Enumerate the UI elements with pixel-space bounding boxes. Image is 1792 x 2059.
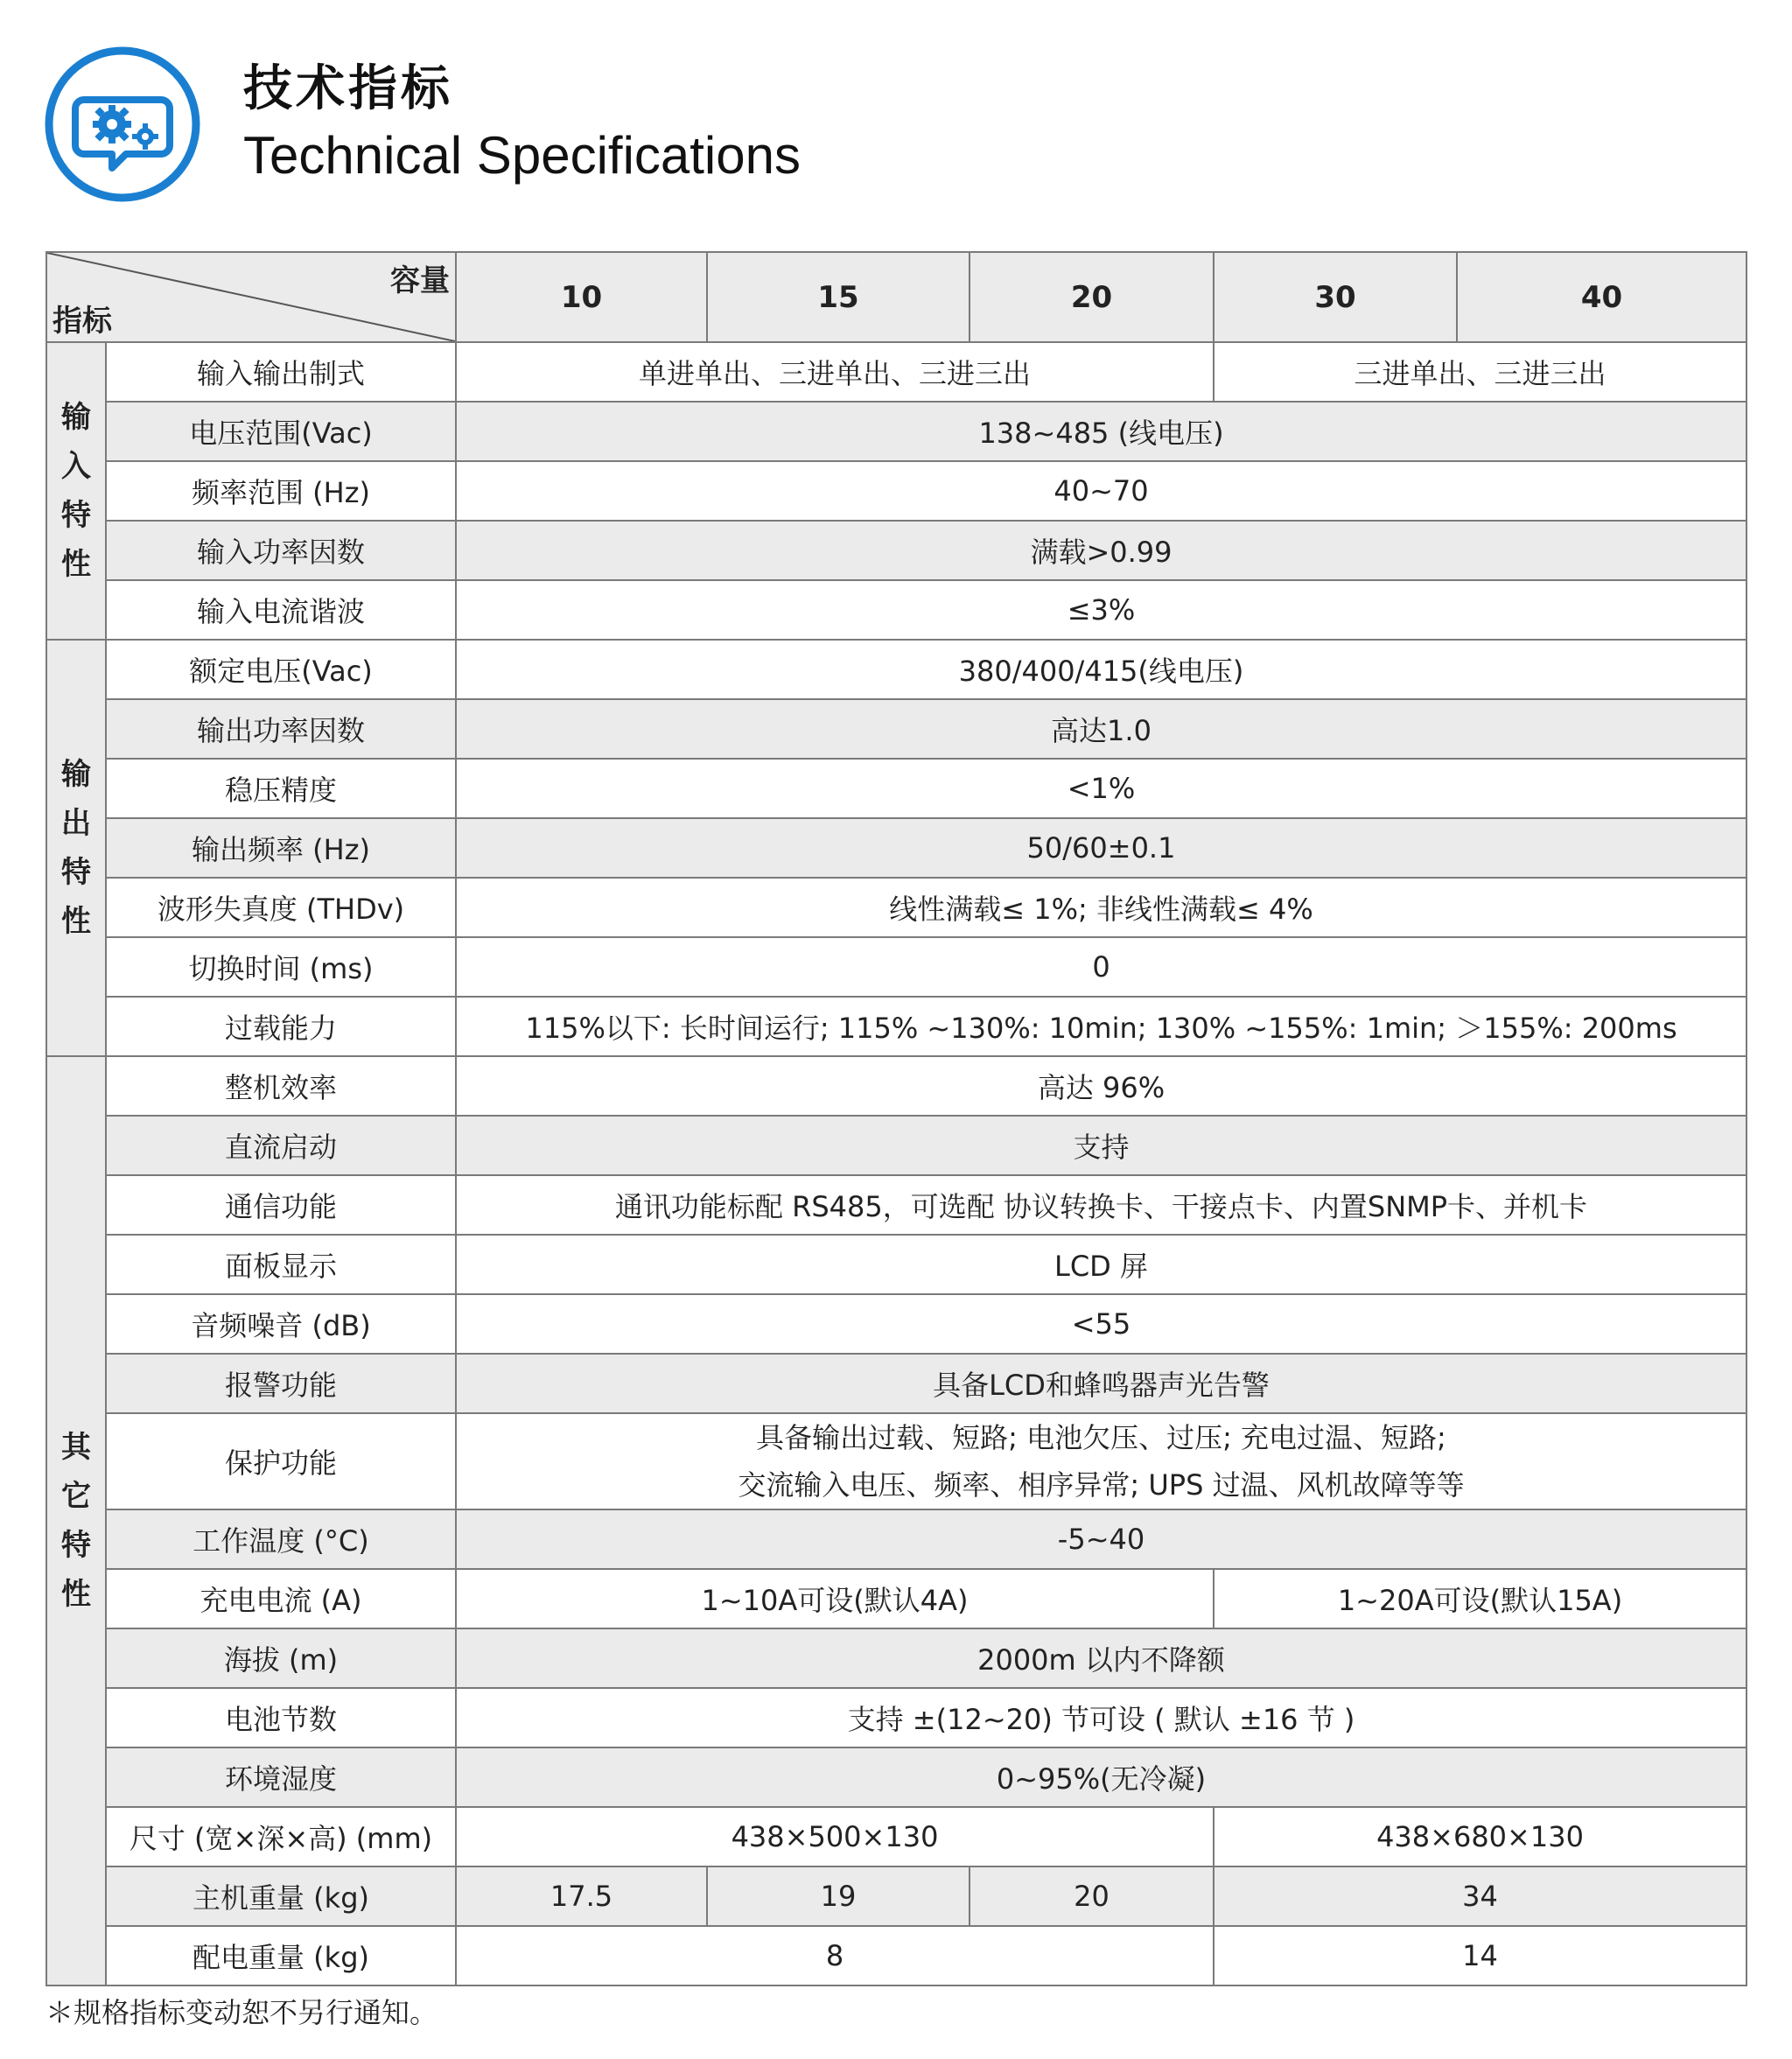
row-label: 报警功能 [106, 1354, 456, 1413]
row-label: 额定电压(Vac) [106, 640, 456, 699]
table-row [46, 580, 1746, 640]
row-value: <55 [456, 1294, 1746, 1354]
table-row [46, 1354, 1746, 1413]
table-row [46, 818, 1746, 878]
row-value: 50/60±0.1 [456, 818, 1746, 878]
row-label: 保护功能 [106, 1413, 456, 1509]
row-value: 通讯功能标配 RS485，可选配 协议转换卡、干接点卡、内置SNMP卡、并机卡 [456, 1175, 1746, 1235]
table-row [46, 1926, 1746, 1985]
table-row [46, 342, 1746, 402]
row-label: 过载能力 [106, 997, 456, 1056]
row-value: 具备LCD和蜂鸣器声光告警 [456, 1354, 1746, 1413]
footnote: ＊规格指标变动恕不另行通知。 [46, 1996, 438, 2029]
row-value: <1% [456, 759, 1746, 818]
row-value: 三进单出、三进三出 [1214, 342, 1746, 402]
row-value: 34 [1214, 1866, 1746, 1926]
group-label-other: 其 它 特 性 [46, 1056, 106, 1985]
row-value: 19 [707, 1866, 970, 1926]
row-value: 138~485 (线电压) [456, 402, 1746, 461]
table-row [46, 997, 1746, 1056]
capacity-header: 40 [1457, 252, 1746, 342]
table-header-row [46, 252, 1746, 342]
row-value: -5~40 [456, 1509, 1746, 1569]
corner-cell [46, 252, 456, 342]
row-value [456, 1413, 1746, 1509]
capacity-header: 15 [707, 252, 970, 342]
row-value: 380/400/415(线电压) [456, 640, 1746, 699]
row-value: 2000m 以内不降额 [456, 1628, 1746, 1688]
group-label-output: 输 出 特 性 [46, 640, 106, 1056]
row-value: 线性满载≤ 1%; 非线性满载≤ 4% [456, 878, 1746, 937]
page-title: 技术指标 [243, 60, 453, 117]
group-label-input: 输 入 特 性 [46, 342, 106, 640]
row-label: 面板显示 [106, 1235, 456, 1294]
protection-line-2: 交流输入电压、频率、相序异常; UPS 过温、风机故障等等 [738, 1468, 1465, 1502]
row-label: 电压范围(Vac) [106, 402, 456, 461]
row-label: 直流启动 [106, 1116, 456, 1175]
row-value: LCD 屏 [456, 1235, 1746, 1294]
table-row [46, 521, 1746, 580]
page-subtitle: Technical Specifications [243, 126, 802, 185]
row-value: 0~95%(无冷凝) [456, 1747, 1746, 1807]
table-row [46, 878, 1746, 937]
row-value: 20 [970, 1866, 1214, 1926]
protection-line-1: 具备输出过载、短路; 电池欠压、过压; 充电过温、短路; [756, 1421, 1446, 1454]
table-row [46, 1413, 1746, 1509]
capacity-header: 10 [456, 252, 707, 342]
row-value: 40~70 [456, 461, 1746, 521]
table-row [46, 461, 1746, 521]
row-label: 电池节数 [106, 1688, 456, 1747]
row-label: 充电电流 (A) [106, 1569, 456, 1628]
capacity-label: 容量 [390, 263, 450, 298]
table-row [46, 759, 1746, 818]
row-label: 海拔 (m) [106, 1628, 456, 1688]
table-row [46, 1175, 1746, 1235]
table-row [46, 640, 1746, 699]
row-value: 115%以下: 长时间运行; 115% ~130%: 10min; 130% ~155%: 1min; ＞155%: 200ms [456, 997, 1746, 1056]
table-row [46, 1866, 1746, 1926]
row-label: 输入电流谐波 [106, 580, 456, 640]
row-label: 频率范围 (Hz) [106, 461, 456, 521]
row-value: 1~20A可设(默认15A) [1214, 1569, 1746, 1628]
table-row [46, 1628, 1746, 1688]
row-label: 波形失真度 (THDv) [106, 878, 456, 937]
table-row [46, 1294, 1746, 1354]
row-label: 输入输出制式 [106, 342, 456, 402]
gear-chat-icon [44, 46, 201, 203]
row-label: 音频噪音 (dB) [106, 1294, 456, 1354]
row-label: 稳压精度 [106, 759, 456, 818]
table-row [46, 937, 1746, 997]
row-value: 单进单出、三进单出、三进三出 [456, 342, 1214, 402]
row-value: 14 [1214, 1926, 1746, 1985]
row-value: 8 [456, 1926, 1214, 1985]
table-row [46, 402, 1746, 461]
row-label: 配电重量 (kg) [106, 1926, 456, 1985]
row-label: 切换时间 (ms) [106, 937, 456, 997]
row-label: 输入功率因数 [106, 521, 456, 580]
row-value: 满载>0.99 [456, 521, 1746, 580]
row-value: ≤3% [456, 580, 1746, 640]
row-value: 支持 [456, 1116, 1746, 1175]
row-value: 438×680×130 [1214, 1807, 1746, 1866]
table-row [46, 1569, 1746, 1628]
row-value: 0 [456, 937, 1746, 997]
table-row [46, 1509, 1746, 1569]
capacity-header: 30 [1214, 252, 1457, 342]
row-value: 17.5 [456, 1866, 707, 1926]
row-label: 主机重量 (kg) [106, 1866, 456, 1926]
table-row [46, 1056, 1746, 1116]
row-value: 支持 ±(12~20) 节可设 ( 默认 ±16 节 ) [456, 1688, 1746, 1747]
row-value: 438×500×130 [456, 1807, 1214, 1866]
row-value: 高达 96% [456, 1056, 1746, 1116]
row-value: 高达1.0 [456, 699, 1746, 759]
capacity-header: 20 [970, 252, 1214, 342]
table-row [46, 1747, 1746, 1807]
row-label: 通信功能 [106, 1175, 456, 1235]
row-label: 环境湿度 [106, 1747, 456, 1807]
row-label: 整机效率 [106, 1056, 456, 1116]
row-value: 1~10A可设(默认4A) [456, 1569, 1214, 1628]
row-label: 尺寸 (宽×深×高) (mm) [106, 1807, 456, 1866]
spec-table [46, 251, 1747, 1986]
table-row [46, 1688, 1746, 1747]
row-label: 输出功率因数 [106, 699, 456, 759]
index-label: 指标 [52, 304, 112, 339]
table-row [46, 1235, 1746, 1294]
table-row [46, 699, 1746, 759]
row-label: 工作温度 (°C) [106, 1509, 456, 1569]
row-label: 输出频率 (Hz) [106, 818, 456, 878]
table-row [46, 1116, 1746, 1175]
table-row [46, 1807, 1746, 1866]
